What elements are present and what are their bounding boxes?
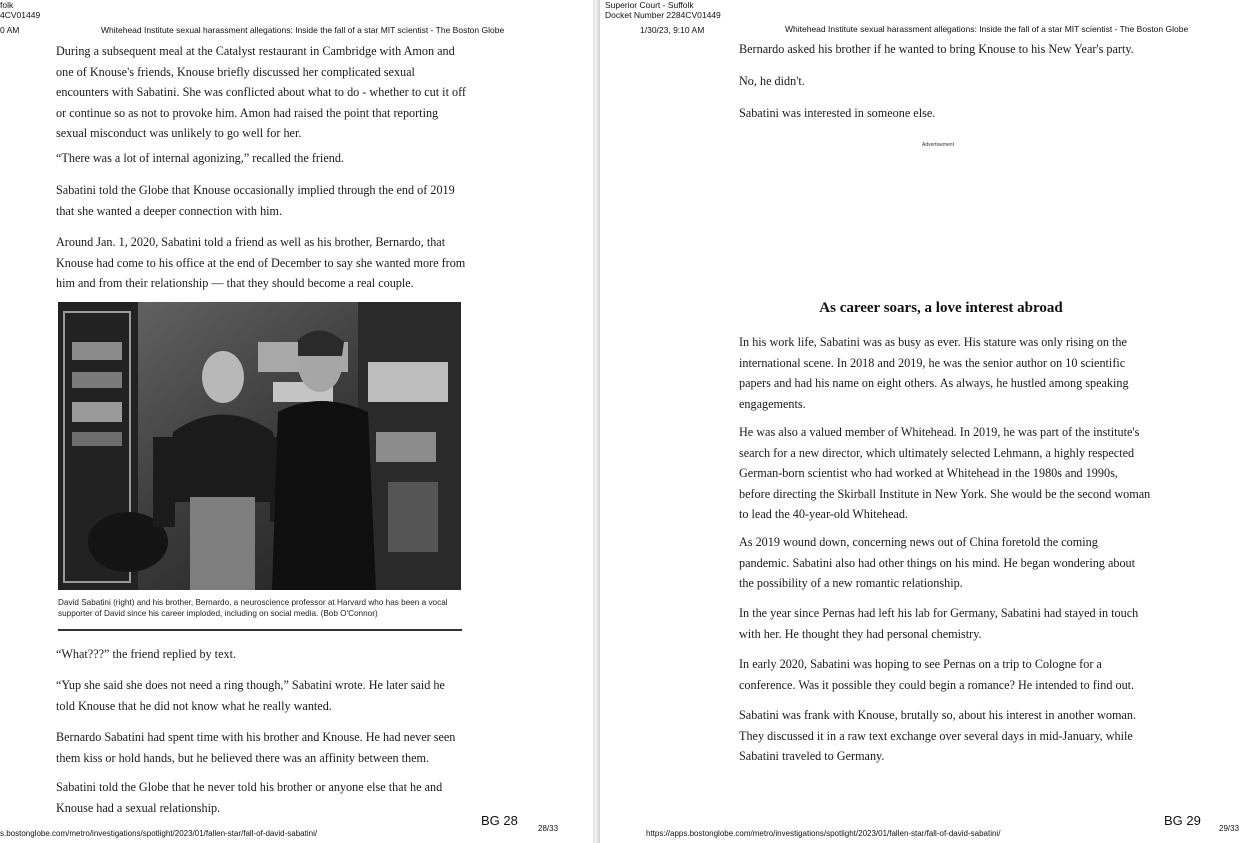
article-paragraph: He was also a valued member of Whitehead. In 2019, he was part of the institute's search for a new director, which ultimately selected Lehmann, a highly respected German-born scientist who had worked at Whitehead in the 1980s and 1990s, before directing the Skirball Institute in New York. She would be the second woman to lead the 40-year-old Whitehead. xyxy=(739,425,1151,521)
section-heading: As career soars, a love interest abroad xyxy=(819,300,1063,316)
article-paragraph: “Yup she said she does not need a ring though,” Sabatini wrote. He later said he told Knouse that he did not know what he really wanted. xyxy=(56,678,445,713)
left-page xyxy=(0,0,594,843)
article-paragraph: As 2019 wound down, concerning news out of China foretold the coming pandemic. Sabatini also had other things on his mind. He began wondering about the possibility of a new romantic relationship. xyxy=(739,535,1136,590)
article-paragraph: Around Jan. 1, 2020, Sabatini told a friend as well as his brother, Bernardo, that Knouse had come to his office at the end of December to say she wanted more from him and from their relationship — that they should become a real couple. xyxy=(56,235,466,290)
caption-divider xyxy=(58,629,462,631)
article-photo xyxy=(58,302,461,590)
article-paragraph: In early 2020, Sabatini was hoping to see Pernas on a trip to Cologne for a conference. Was it possible they could begin a romance? He intended to find out. xyxy=(739,657,1135,692)
article-paragraph: In the year since Pernas had left his lab for Germany, Sabatini had stayed in touch with her. He thought they had personal chemistry. xyxy=(739,606,1139,641)
photo-caption: David Sabatini (right) and his brother, Bernardo, a neuroscience professor at Harvard who has been a vocal supporter of David since his career imploded, including on social media. (Bob O'Connor) xyxy=(58,598,448,618)
article-paragraph: Bernardo asked his brother if he wanted to bring Knouse to his New Year's party. xyxy=(739,42,1134,56)
page-number: 29/33 xyxy=(1219,824,1240,833)
advertisement-label: Advertisement xyxy=(922,142,954,148)
page-header-title: Whitehead Institute sexual harassment allegations: Inside the fall of a star MIT scientist - The Boston Globe xyxy=(785,24,1189,34)
article-paragraph: No, he didn't. xyxy=(739,74,805,88)
page-header-title: Whitehead Institute sexual harassment allegations: Inside the fall of a star MIT scientist - The Boston Globe xyxy=(101,25,505,35)
article-paragraph: Sabatini told the Globe that he never told his brother or anyone else that he and Knouse had a sexual relationship. xyxy=(56,780,443,815)
article-paragraph: “There was a lot of internal agonizing,” recalled the friend. xyxy=(56,151,344,165)
docket-number: 4CV01449 xyxy=(0,10,41,20)
print-time: 1/30/23, 9:10 AM xyxy=(640,25,705,35)
article-paragraph: Bernardo Sabatini had spent time with his brother and Knouse. He had never seen them kiss or hold hands, but he believed there was an affinity between them. xyxy=(56,730,456,765)
court-header: folk xyxy=(0,0,14,10)
print-time: 0 AM xyxy=(0,25,20,35)
page-number: 28/33 xyxy=(538,824,559,833)
footer-url: s.bostonglobe.com/metro/investigations/spotlight/2023/01/fallen-star/fall-of-david-sabatini/ xyxy=(0,829,318,838)
footer-url: https://apps.bostonglobe.com/metro/investigations/spotlight/2023/01/fallen-star/fall-of-david-sabatini/ xyxy=(646,829,1001,838)
article-paragraph: Sabatini was frank with Knouse, brutally so, about his interest in another woman. They discussed it in a raw text exchange over several days in mid-January, while Sabatini traveled to Germany. xyxy=(739,708,1137,763)
article-paragraph: Sabatini was interested in someone else. xyxy=(739,106,936,120)
bates-number: BG 29 xyxy=(1164,813,1201,828)
article-paragraph: Sabatini told the Globe that Knouse occasionally implied through the end of 2019 that she wanted a deeper connection with him. xyxy=(56,183,455,218)
article-paragraph: During a subsequent meal at the Catalyst restaurant in Cambridge with Amon and one of Knouse's friends, Knouse briefly discussed her complicated sexual encounters with Sabatini. She was conflicted about what to do - whether to cut it off or continue so as not to provoke him. Amon had raised the point that reporting sexual misconduct was unlikely to go well for her. xyxy=(56,44,466,140)
docket-number: Docket Number 2284CV01449 xyxy=(605,10,721,20)
bates-number: BG 28 xyxy=(481,813,518,828)
page-divider xyxy=(593,0,600,843)
article-paragraph: In his work life, Sabatini was as busy as ever. His stature was only rising on the international scene. In 2018 and 2019, he was the senior author on 10 scientific papers and had his name on eight others. As always, he hustled among speaking engagements. xyxy=(739,335,1129,411)
photo-image xyxy=(58,302,461,590)
article-paragraph: “What???” the friend replied by text. xyxy=(56,647,237,661)
court-header: Superior Court - Suffolk xyxy=(605,0,694,10)
